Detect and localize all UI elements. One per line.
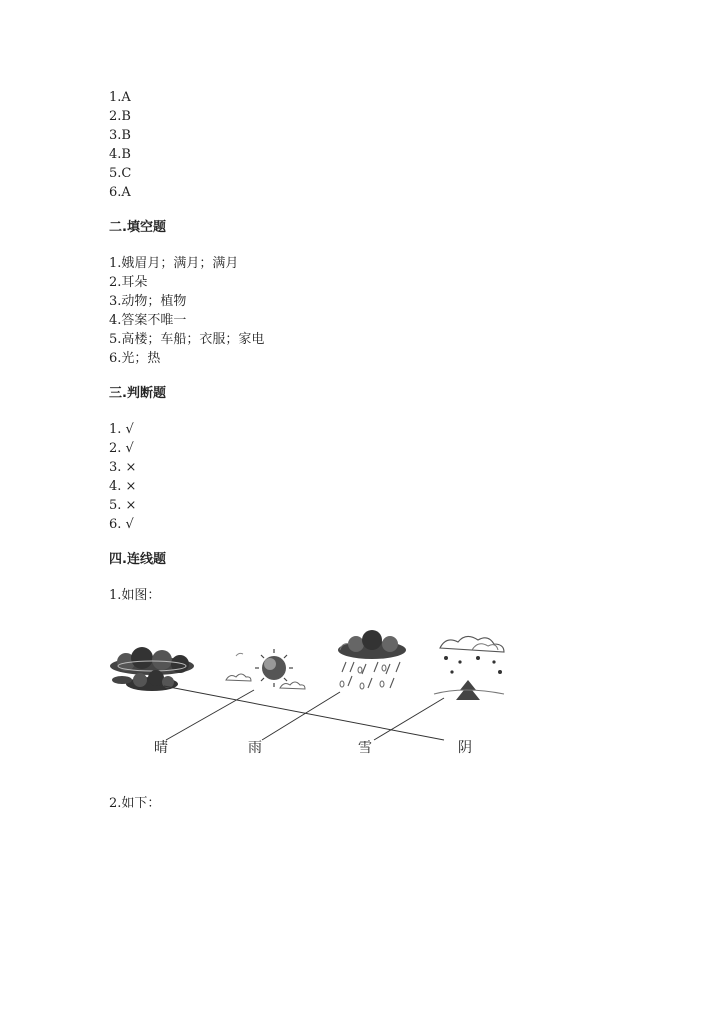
question-label: 1.如图： bbox=[109, 588, 161, 603]
answer-line: 1.A bbox=[109, 90, 131, 105]
answer-line: 4.答案不唯一 bbox=[109, 313, 187, 328]
connection-lines bbox=[164, 686, 444, 740]
answer-line: 5. × bbox=[109, 498, 137, 513]
word-label-cloudy: 阴 bbox=[458, 740, 472, 756]
section-heading-matching: 四.连线题 bbox=[109, 552, 166, 567]
word-label-rain: 雨 bbox=[248, 740, 262, 756]
answer-line: 1.娥眉月；满月；满月 bbox=[109, 256, 239, 271]
answer-line: 6. √ bbox=[109, 517, 134, 532]
answer-line: 6.光；热 bbox=[109, 351, 161, 366]
section-heading-fill-blank: 二.填空题 bbox=[109, 220, 166, 235]
answer-line: 2.B bbox=[109, 109, 131, 124]
sunny-icon bbox=[226, 649, 305, 689]
weather-matching-diagram bbox=[104, 628, 524, 768]
question-label: 2.如下： bbox=[109, 796, 161, 811]
answer-line: 2. √ bbox=[109, 441, 134, 456]
answer-line: 5.C bbox=[109, 166, 132, 181]
answer-line: 3.动物；植物 bbox=[109, 294, 187, 309]
cloudy-icon bbox=[110, 647, 194, 691]
answer-line: 3.B bbox=[109, 128, 131, 143]
word-label-sunny: 晴 bbox=[154, 740, 168, 756]
answer-line: 6.A bbox=[109, 185, 131, 200]
answer-line: 4.B bbox=[109, 147, 131, 162]
word-label-snow: 雪 bbox=[358, 740, 372, 756]
answer-line: 1. √ bbox=[109, 422, 134, 437]
section-heading-true-false: 三.判断题 bbox=[109, 386, 166, 401]
rain-icon bbox=[338, 630, 406, 689]
answer-line: 2.耳朵 bbox=[109, 275, 148, 290]
snow-icon bbox=[434, 636, 504, 700]
answer-line: 5.高楼；车船；衣服；家电 bbox=[109, 332, 265, 347]
answer-line: 4. × bbox=[109, 479, 137, 494]
answer-line: 3. × bbox=[109, 460, 137, 475]
